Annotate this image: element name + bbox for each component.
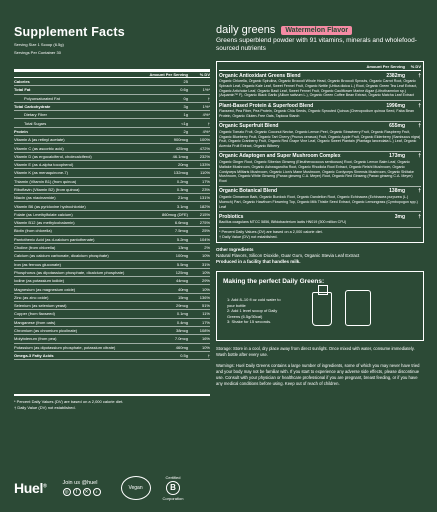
blend-amount: 1996mg [386,102,405,109]
serving-size: Serving Size 1 Scoop (6.5g) [14,42,64,47]
nutrient-name: Riboflavin (Vitamin B2) (from quinoa) [14,187,80,192]
nutrient-amount: 0.3mg [176,187,188,192]
blend-line [219,188,421,195]
nutrient-dv: 232% [199,153,210,159]
nutrient-amount: 0g [183,95,188,101]
nutrient-dv: 31% [201,261,210,267]
blend-amount: 2382mg [386,72,405,79]
product-heading [216,24,424,36]
powder-bag-icon [345,290,371,326]
nutrient-amount: 5.5mg [176,261,188,267]
nutrient-amount: 100mg [175,253,188,259]
nutrient-dv: 51% [201,303,210,309]
nutrient-amount: 1g [183,112,188,118]
blend-line [219,102,421,109]
nutrient-name: Protein [14,128,28,134]
table-row [14,319,210,327]
blend-dv: † [418,72,421,79]
blend-name: Plant-Based Protein & Superfood Blend [219,102,314,109]
blend-amount: 173mg [389,153,405,160]
nutrient-name: Biotin (from chlorella) [14,228,52,234]
product-name: daily greens [216,24,276,36]
blends-dv-note: * Percent Daily Values (DV) are based on a 2,000 calorie diet. [219,230,323,235]
table-row [14,219,210,227]
dv-note: * Percent Daily Values (DV) are based on a 2,000 calorie diet. [14,399,124,405]
nutrient-dv: 1%* [202,104,210,110]
huel-logo: Huel® [14,480,47,496]
nutrient-name: Manganese (from oats) [14,319,56,325]
nutrient-dv: 100% [199,137,210,143]
nutrient-dv: 29% [201,278,210,284]
nutrient-dv: 10% [201,344,210,350]
table-row [14,202,210,210]
blends-dv-not-established-note: † Daily Value (DV) not established. [219,235,278,240]
table-row [14,227,210,235]
nutrient-amount: 44mcg [175,278,188,284]
table-row [14,294,210,302]
nutrient-amount: 7.5mcg [174,228,188,234]
nutrient-name: Folate (as l-methylfolate calcium) [14,211,73,217]
nutrient-name: Total Sugars [24,120,47,126]
blend-name: Organic Botanical Blend [219,188,278,195]
nutrient-amount: 900mcg [173,137,188,143]
table-row [14,128,210,136]
nutrient-name: Vitamin A (as retinyl acetate) [14,137,65,143]
blend-description: Flaxseed, Pea Fiber, Pea Protein, Organic Chia Seeds, Organic Sprouted Quinoa (Chenopodium quinoa Seed, Faba Bean Protein, Organic Gluten-Free Oats, Tapioca Starch [219,109,414,118]
table-row [14,252,210,260]
table-row [14,261,210,269]
supplement-facts-title: Supplement Facts [14,25,125,39]
table-row [14,310,210,318]
product-subtitle: Greens superblend powder with 91 vitamins, minerals and wholefood-sourced nutrients [216,37,417,52]
nutrient-dv: 10% [201,253,210,259]
prep-title: Making the perfect Daily Greens: [223,278,325,286]
blend-dv: † [418,188,421,195]
product-panel [216,24,424,387]
blend-description: Organic Ginger Root, Organic Siberian Ginseng (Eleutherococcus senticosus) Root, Organic Lemon Balm Leaf, Organic Maitake Mushroom, Organic Ashwagandha Root, Organic Rhodiola Root Extract, Organic Reishi Mushroom, Organic Cordyceps Militaris Mushroom, Organic Lion's Mane Mushroom, Organic Cordyceps Sinensis Mushroom, Organic Shiitake Mushroom, Organic White Ginseng (Panax ginseng C.A. Meyer) Root, Organic Red Ginseng (Panax ginseng C.A. Meyer) Root [219,159,414,184]
supplement-facts-table [14,69,210,360]
b-corp-badge [163,475,184,501]
blends-notes [219,228,421,242]
table-row [14,103,210,111]
nutrient-dv: 2% [204,245,210,251]
storage-text: Storage: Store in a cool, dry place away from direct sunlight. Once mixed with water, consume immediately. Wash bottle after every use. [216,346,415,358]
nutrient-name: Zinc (as zinc oxide) [14,294,49,300]
nutrient-name: Vitamin D (as ergocalciferol, cholecalciferol) [14,153,92,159]
table-row [14,211,210,219]
preparation-box [216,271,424,341]
blend-dv: † [418,153,421,160]
nutrient-dv: 10% [201,269,210,275]
table-row [14,302,210,310]
social-icons [63,488,101,496]
nutrient-amount: 0.1mg [176,311,188,317]
nutrient-amount: 0.4mg [176,319,188,325]
nutrient-name: Choline (from chlorella) [14,245,56,251]
nutrient-amount: <1g [181,120,188,126]
table-row [14,95,210,103]
nutrient-dv: 17% [201,178,210,184]
certified-label: Certified [165,475,181,480]
blend-name: Organic Antioxidant Greens Blend [219,72,301,79]
blends-table [216,61,424,243]
blend-item [219,187,421,212]
table-row [14,161,210,169]
nutrient-dv: 182% [199,203,210,209]
nutrient-amount: 7.0mcg [174,336,188,342]
supplement-facts-panel [14,25,210,411]
nutrient-dv: 16% [201,336,210,342]
table-row [14,169,210,177]
nutrient-dv: 472% [199,145,210,151]
nutrient-name: Selenium (as selenium yeast) [14,303,67,309]
blend-line [219,123,421,130]
nutrient-amount: 125mg [175,269,188,275]
dv-not-established-note: † Daily Value (DV) not established. [14,405,76,411]
blend-description: Organic Cinnamon Bark, Organic Burdock Root, Organic Dandelion Root, Organic Echinacea (Echinacea purpurea (L.) Moench) Part, Organic Hawthorn Flowering Top, Organic Milk Thistle Seed Extract, Organic Lemongrass (Cymbopogon spp.) Leaf [219,194,418,209]
blend-item [219,71,421,101]
table-row [14,86,210,94]
blend-amount: 655mg [389,123,405,130]
facility-note: Produced in a facility that handles milk. [216,259,301,265]
nutrient-name: Phosphorus (as dipotassium phosphate, dicalcium phosphate) [14,269,125,275]
nutrient-name: Magnesium (as magnesium oxide) [14,286,76,292]
nutrient-amount: 0.6g [180,87,188,93]
nutrient-dv: 131% [199,195,210,201]
table-row [14,236,210,244]
nutrient-name: Vitamin B12 (as methylcobalamin) [14,220,75,226]
blend-item [219,152,421,187]
table-row [14,244,210,252]
blends-col-dv: % DV [410,63,421,69]
shaker-bottle-icon [312,292,332,326]
nutrient-name: Total Fat [14,87,31,93]
other-ingredients [216,247,424,265]
b-corp-icon: B [166,481,180,495]
nutrient-dv: 10% [201,286,210,292]
nutrient-dv: 133% [199,162,210,168]
nutrient-dv: 104% [199,236,210,242]
table-row [14,136,210,144]
other-ingredients-title: Other Ingredients [216,247,254,253]
nutrient-dv: 4%* [202,128,210,134]
nutrient-amount: 6.6mcg [174,220,188,226]
join-us-text: Join us @huel [62,480,98,486]
nutrient-amount: 29mcg [175,303,188,309]
other-ingredients-text: Natural Flavors, Silicon Dioxide, Guar Gum, Organic Stevia Leaf Extract [216,253,360,259]
table-row [14,111,210,119]
nutrient-name: Calcium (as calcium carbonate, dicalcium phosphate) [14,253,109,259]
table-row [14,186,210,194]
table-row [14,352,210,360]
nutrient-amount: 13mg [177,245,188,251]
table-row [14,78,210,86]
supplement-notes [14,394,210,411]
nutrient-amount: 46.1mcg [172,153,188,159]
nutrient-name: Pantothenic Acid (as d-calcium pantothenate) [14,236,95,242]
nutrient-dv: 4%* [202,112,210,118]
nutrient-amount: 15mg [177,294,188,300]
nutrient-dv: † [207,120,210,126]
blend-description: Organic Chlorella, Organic Spirulina, Organic Broccoli Whole Head, Organic Broccoli Sprouts, Organic Carrot Root, Organic Spinach Leaf, Organic Kale Leaf, Sweet Fennel Fruit, Organic Nettle (Urtica dioica L.) Root, Organic Green Tea Leaf Extract, Organic Artichoke Leaf, Organic Basil Leaf, Sweet Fennel Fruit, Organic Cauliflower Marine Algae (Lithothamnion sp.) (Aquamin™ F), Organic Black Garlic (Allium sativum L.), Organic Green Coffee Bean Extract, Organic Matcha Leaf Extract [219,79,418,98]
blend-dv: † [418,123,421,130]
nutrient-name: Omega-3 Fatty Acids [14,352,54,358]
nutrient-name: Total Carbohydrate [14,104,51,110]
table-row [14,344,210,352]
nutrient-name: Calories [14,79,30,85]
nutrient-amount: 5.2mg [176,236,188,242]
blend-line [219,213,421,220]
nutrient-name: Thiamin (Vitamin B1) (from quinoa) [14,178,77,184]
blend-dv: † [418,102,421,109]
nutrient-amount: 460mg [175,344,188,350]
nutrient-name: Chromium (as chromium picolinate) [14,328,78,334]
tiktok-icon[interactable]: ♪ [93,488,101,496]
blend-item [219,122,421,152]
nutrient-amount: 38mcg [175,328,188,334]
nutrient-amount: 3.1mg [176,203,188,209]
prep-steps [227,297,285,325]
table-row [14,153,210,161]
blend-description: Organic Tomato Fruit, Organic Coconut Nectar, Organic Lemon Peel, Organic Strawberry Fruit, Organic Raspberry Fruit, Organic Blueberry Fruit, Organic Tart Cherry (Prunus cerasus) Fruit, Organic Apple Fruit, Organic Elderberry (Sambucus nigra) Fruit, Organic Cranberry Fruit, Organic Red Grape Vine Leaf, Organic Sweet Plantain (Plantago lanceolata L.) Leaf, Organic Acerola Fruit Extract, Organic Bilberry [219,129,421,149]
col-amount-header: Amount Per Serving [149,72,188,77]
nutrient-amount: 425mg [175,145,188,151]
blend-line [219,72,421,79]
nutrient-amount: 0.5g [180,352,188,358]
nutrient-amount: 2g [183,128,188,134]
facebook-icon[interactable]: f [73,488,81,496]
social-block [63,480,101,496]
nutrient-name: Niacin (as niacinamide) [14,195,56,201]
nutrient-dv: 110% [200,170,210,176]
nutrient-dv: 1%* [202,87,210,93]
table-row [14,119,210,127]
nutrient-amount: 132mcg [173,170,188,176]
corporation-label: Corporation [162,496,184,501]
nutrient-name: Copper (from flaxseed) [14,311,55,317]
table-row [14,327,210,335]
nutrient-amount: 40mg [177,286,188,292]
x-icon[interactable]: ✕ [83,488,91,496]
table-row [14,335,210,343]
col-dv-header: % DV [199,72,210,77]
nutrient-amount: 0.2mg [176,178,188,184]
nutrient-dv: 23% [201,187,210,192]
table-row [14,269,210,277]
blend-description: Bacillus coagulans MTCC 5856, Bifidobacterium lactis HN019 (500 million CFU) [219,220,347,225]
footer [0,464,437,512]
table-row [14,178,210,186]
nutrient-name: Molybdenum (from pea) [14,336,57,342]
nutrient-name: Vitamin E (as d-alpha tocopherol) [14,162,74,168]
blend-amount: 3mg [394,213,405,220]
nutrient-name: Potassium (as dipotassium phosphate, potassium citrate) [14,344,116,350]
nutrient-amount: 3g [183,104,188,110]
nutrient-name: Vitamin B6 (as pyridoxine hydrochloride) [14,203,86,209]
nutrient-amount: 25 [183,79,188,85]
table-row [14,144,210,152]
blends-col-amount: Amount Per Serving [366,63,405,69]
blend-line [219,153,421,160]
blend-name: Probiotics [219,213,244,220]
blends-header [219,62,421,71]
nutrient-amount: 20mg [177,162,188,168]
nutrient-name: Vitamin C (as ascorbic acid) [14,145,64,151]
nutrient-dv: 25% [201,228,210,234]
nutrient-dv: † [207,352,210,358]
blend-item [219,101,421,122]
table-row [14,194,210,202]
nutrient-name: Polyunsaturated Fat [24,95,60,101]
nutrient-dv: † [207,95,210,101]
nutrient-amount: 860mcg (DFE) [161,211,188,217]
nutrient-dv: 275% [199,220,210,226]
prep-step-1: 1: Add 8–10 fl oz cold water to your bottle [227,297,281,308]
nutrient-name: Vitamin K (as menaquinone-7) [14,170,68,176]
prep-step-2: 2: Add 1 level scoop of Daily Greens (6.5g/30cal) [227,308,278,319]
nutrient-dv: 17% [201,319,210,325]
table-row [14,285,210,293]
prep-step-3: 3: Shake for 15 seconds. [227,319,272,325]
table-row [14,277,210,285]
nutrient-name: Dietary Fiber [24,112,47,118]
nutrient-dv: 215% [199,211,210,217]
nutrient-dv: 108% [199,328,210,334]
blends-body [219,71,421,228]
blend-name: Organic Superfruit Blend [219,123,279,130]
nutrient-name: Iron (as ferrous gluconate) [14,261,61,267]
nutrient-amount: 21mg [177,195,188,201]
blend-item [219,212,421,228]
flavor-badge: Watermelon Flavor [281,26,352,35]
nutrient-name: Iodine (as potassium iodide) [14,278,65,284]
blend-name: Organic Adaptogen and Super Mushroom Complex [219,153,341,160]
blend-dv: † [418,213,421,220]
servings-per-container: Servings Per Container 30 [14,50,61,55]
warnings-text: Warnings: Huel Daily Greens contains a large number of ingredients, some of which you may never have tried and your body may not be familiar with. If you start to experience any adverse side effects, please discontinue use. Consult with your physician or healthcare professional if you are pregnant, breast feeding, or if you have any medical conditions before using. Keep out of reach of children. [216,363,420,387]
nutrient-dv: 136% [199,294,210,300]
blend-amount: 138mg [389,188,405,195]
table-body [14,78,210,360]
nutrient-dv: 11% [202,311,210,317]
vegan-badge-icon: Vegan [121,476,151,500]
instagram-icon[interactable]: ◎ [63,488,71,496]
